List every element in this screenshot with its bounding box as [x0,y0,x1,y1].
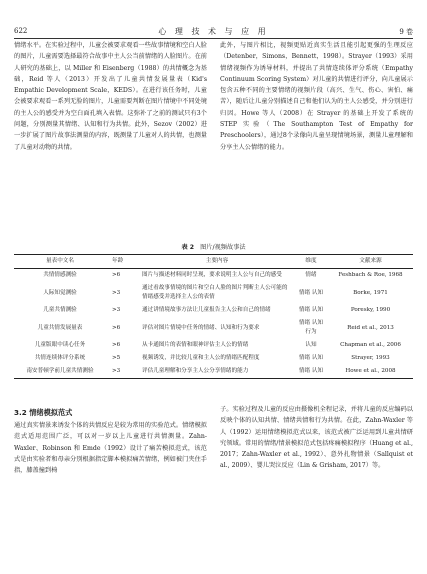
top-left-column [14,40,207,153]
table-row [14,352,413,365]
cell-name: 共情连续体评分系统 [34,355,86,361]
data-table [14,254,413,379]
cell-age: >3 [112,307,121,313]
cell-name: 儿童共情测验 [43,307,77,313]
table-row [14,282,413,304]
top-right-column [220,40,413,153]
cell-main: 视频诱发，并比较儿童和主人公的情绪匹配程度 [142,355,260,361]
table-header-row [14,255,413,269]
cell-reference: Strayer, 1993 [351,355,390,361]
cell-dimension: 认知 [305,342,317,348]
cell-reference: Reid et al., 2013 [347,324,394,331]
column-header: 主要内容 [140,255,294,269]
cell-main: 评估对图片情境中任务的情绪、认知和行为要求 [142,324,260,331]
cell-age: >6 [112,342,121,348]
table-row [14,365,413,379]
cell-reference: Feshbach & Roe, 1968 [338,272,403,278]
header-rule [14,38,413,39]
volume-label: 9 卷 [399,28,413,36]
bottom-right-column [220,404,413,472]
column-header: 年龄 [106,255,140,269]
cell-dimension: 情绪 认知 [298,355,324,361]
cell-age: >3 [112,289,121,296]
cell-name: 人际知觉测验 [43,289,77,296]
paragraph: 子。实验过程及儿童的反应由摄像机全程记录，并将儿童的反应编码以反映个体的认知共情、情绪共情和行为共情。在此，Zahn-Waxler 等人（1992）运用情绪模拟范式以来，该范式被广泛运用到儿童共情研究领域。常用的情绪/情景模拟范式包括疼痛模拟程序（Huang et al., 2017；Zahn-Waxler et al., 1992）、意外扎物情景（Sallquist et al., 2009）、婴儿哭泣反应（Lin & Grisham, 2017）等。 [220,406,413,470]
table-caption-number: 表 2 [181,244,195,251]
table-row [14,317,413,339]
cell-reference: Poresky, 1990 [350,307,391,313]
paragraph: 通过真实情景来诱发个体的共情反应是较为常用的实验范式。情绪模拟范式适用范围广泛，可以对一岁以上儿童进行共情测量。Zahn-Waxler、Robinson 和 Emde（1992）设计了痛苦模拟范式，该范式是由实验者和母亲分别根据指定脚本模拟痛苦情绪，例如被门夹住手指，膝盖撞到椅 [14,422,207,475]
cell-main: 评估儿童理解和分享主人公分享情绪的能力 [140,365,294,379]
table-row [14,304,413,317]
cell-dimension: 情绪 认知 [294,365,328,379]
cell-name: 儿童共情发展量表 [37,324,83,331]
cell-age: >6 [112,324,121,331]
table-row [14,339,413,352]
section-heading: 3.2 情绪模拟范式 [14,408,73,417]
table-caption [0,242,427,251]
cell-dimension: 情绪 认知 [298,307,324,313]
table-row [14,269,413,283]
cell-age: >5 [112,355,121,361]
column-header: 维度 [294,255,328,269]
column-header: 量表中文名 [14,255,106,269]
cell-main: 通过看故事情境的图片和空白人脸的图片判断主人公可能的情绪感受并选择主人公的表情 [142,285,288,300]
column-header: 文献来源 [328,255,413,269]
cell-age: >6 [112,272,121,278]
table-caption-title: 图片/视频故事法 [200,244,246,251]
cell-name: 南安普顿学前儿童共情测验 [14,365,106,379]
cell-main: 从卡通图片的表情和眼神评估主人公的情绪 [142,342,249,348]
cell-dimension: 情绪 [305,272,317,278]
cell-main: 通过讲情境故事方法让儿童报告主人公和自己的情绪 [142,307,271,313]
running-header [0,0,427,42]
paragraph: 情绪水平。在实验过程中，儿童会被要求观看一些故事情境和空白人脸的图片，儿童需要选择最符合故事中主人公当前情绪的人脸图片。在前人研究的基础上，以 Miller 和 Eisenberg（1988）的共情概念为基础，Reid 等人（2013）开发出了儿童共情发展量表（Kid's Empathic Development Scale，KEDS）。在进行该任务时，儿童会被要求观看一系列无脸的图片，儿童需要判断在图片情境中不同处境的主人公的感受并为空白面孔填入表情。这弥补了之前的测试只有3个问题，分别测量其情绪、认知和行为共情。此外，Sezov（2002）进一步扩展了图片故事法测量的内容，既测量了儿童对人的共情，也测量了儿童对动物的共情。 [14,42,207,151]
cell-reference: Chapman et al., 2006 [340,342,401,348]
cell-dimension: 情绪 认知 [298,289,324,296]
cell-name: 共情情感测验 [43,272,77,278]
cell-name: 儿童版眼中读心任务 [34,342,86,348]
journal-title: 心 理 技 术 与 应 用 [158,27,269,36]
cell-age: >3 [106,365,140,379]
cell-reference: Borke, 1971 [353,289,388,296]
cell-dimension: 情绪 认知 行为 [298,320,324,335]
cell-reference: Howe et al., 2008 [328,365,413,379]
bottom-left-column [14,420,207,476]
paragraph: 此外，与图片相比，视频更贴近真实生活且能引起更强的生理反应（Detenber，Simons，Bennett，1998）。Strayer（1993）采用情绪视频作为诱导材料，并提出了共情连续体评分系统（Empathy Continuum Scoring System）对儿童的共情进行评分，向儿童展示包含五种不同的主要情绪的视频片段（高兴、生气、伤心、害怕、痛苦），随后让儿童分别描述自己和他们认为的主人公感受，并分别进行归因。Howe 等人（2008）在 Strayer 的基础上开发了系统的 STEP 实验（The Southampton Test of Empathy for Preschoolers），通过8个录像向儿童呈现情境场景，测量儿童理解和分享主人公情绪的能力。 [220,42,413,151]
page-number: 622 [14,27,28,35]
cell-main: 图片与描述材料同时呈现，要求说明主人公与自己的感受 [142,272,282,278]
